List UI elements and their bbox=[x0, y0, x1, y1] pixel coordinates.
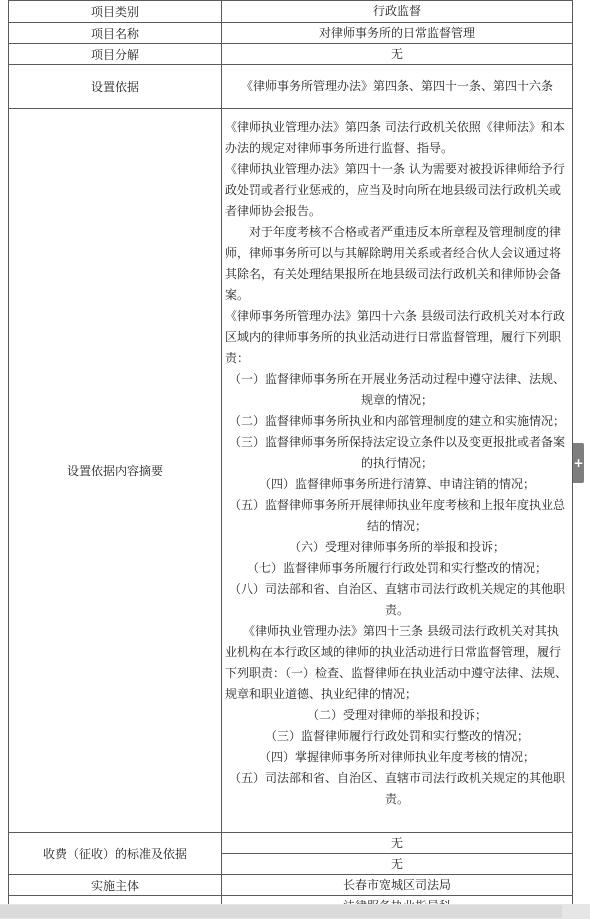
breakdown-value: 无 bbox=[222, 44, 573, 65]
table-row bbox=[9, 109, 573, 833]
item-info-table bbox=[8, 0, 573, 917]
summary-paragraph: 《律师执业管理办法》第四十一条 认为需要对被投诉律师给予行政处罚或者行业惩戒的，应当及时向所在地县级司法行政机关或者律师协会报告。 bbox=[225, 161, 565, 218]
summary-item: （二）监督律师事务所执业和内部管理制度的建立和实施情况； bbox=[228, 413, 565, 428]
fee-value-1: 无 bbox=[222, 833, 573, 854]
summary-paragraph: 《律师执业管理办法》第四条 司法行政机关依照《律师法》和本办法的规定对律师事务所进行监督、指导。 bbox=[225, 119, 565, 155]
summary-item: （五）司法部和省、自治区、直辖市司法行政机关规定的其他职责。 bbox=[228, 770, 565, 806]
summary-paragraph: 《律师执业管理办法》第四十三条 县级司法行政机关对其执业机构在本行政区域的律师的执业活动进行日常监督管理，履行下列职责：（一）检查、监督律师在执业活动中遵守法律、法规、规章和职业道德、执业纪律的情况； bbox=[225, 623, 568, 701]
name-label: 项目名称 bbox=[9, 23, 222, 44]
fee-value-2: 无 bbox=[222, 854, 573, 875]
summary-content bbox=[222, 109, 573, 833]
summary-item: （二）受理对律师的举报和投诉； bbox=[306, 707, 487, 722]
summary-paragraph: 《律师事务所管理办法》第四十六条 县级司法行政机关对本行政区域内的律师事务所的执业活动进行日常监督管理，履行下列职责： bbox=[225, 308, 565, 365]
summary-item: （八）司法部和省、自治区、直辖市司法行政机关规定的其他职责。 bbox=[228, 581, 565, 617]
scrollbar-thumb[interactable] bbox=[0, 905, 562, 918]
summary-item: （六）受理对律师事务所的举报和投诉； bbox=[288, 539, 505, 554]
table-row bbox=[9, 44, 573, 65]
summary-label: 设置依据内容摘要 bbox=[9, 109, 222, 833]
summary-item: （四）监督律师事务所进行清算、申请注销的情况； bbox=[258, 476, 535, 491]
implementer-value: 长春市宽城区司法局 bbox=[222, 875, 573, 896]
table-row bbox=[9, 1, 573, 23]
summary-item: （四）掌握律师事务所对律师执业年度考核的情况； bbox=[258, 749, 535, 764]
summary-item: （五）监督律师事务所开展律师执业年度考核和上报年度执业总结的情况； bbox=[228, 497, 565, 533]
summary-item: （七）监督律师事务所履行行政处罚和实行整改的情况； bbox=[246, 560, 547, 575]
basis-value: 《律师事务所管理办法》第四条、第四十一条、第四十六条 bbox=[222, 65, 573, 109]
side-expand-tab[interactable]: + bbox=[573, 443, 584, 483]
summary-paragraph: 对于年度考核不合格或者严重违反本所章程及管理制度的律师，律师事务所可以与其解除聘用关系或者经合伙人会议通过将其除名，有关处理结果报所在地县级司法行政机关和律师协会备案。 bbox=[225, 224, 562, 302]
name-value: 对律师事务所的日常监督管理 bbox=[222, 23, 573, 44]
fee-label: 收费（征收）的标准及依据 bbox=[9, 833, 222, 875]
basis-label: 设置依据 bbox=[9, 65, 222, 109]
table-row bbox=[9, 833, 573, 854]
table-row bbox=[9, 875, 573, 896]
category-label: 项目类别 bbox=[9, 1, 222, 23]
breakdown-label: 项目分解 bbox=[9, 44, 222, 65]
implementer-label: 实施主体 bbox=[9, 875, 222, 896]
summary-item: （三）监督律师事务所保持法定设立条件以及变更报批或者备案的执行情况； bbox=[228, 434, 565, 470]
category-value: 行政监督 bbox=[222, 1, 573, 23]
summary-item: （三）监督律师履行行政处罚和实行整改的情况； bbox=[264, 728, 529, 743]
table-row bbox=[9, 23, 573, 44]
summary-item: （一）监督律师事务所在开展业务活动过程中遵守法律、法规、规章的情况； bbox=[228, 371, 565, 407]
table-row bbox=[9, 65, 573, 109]
